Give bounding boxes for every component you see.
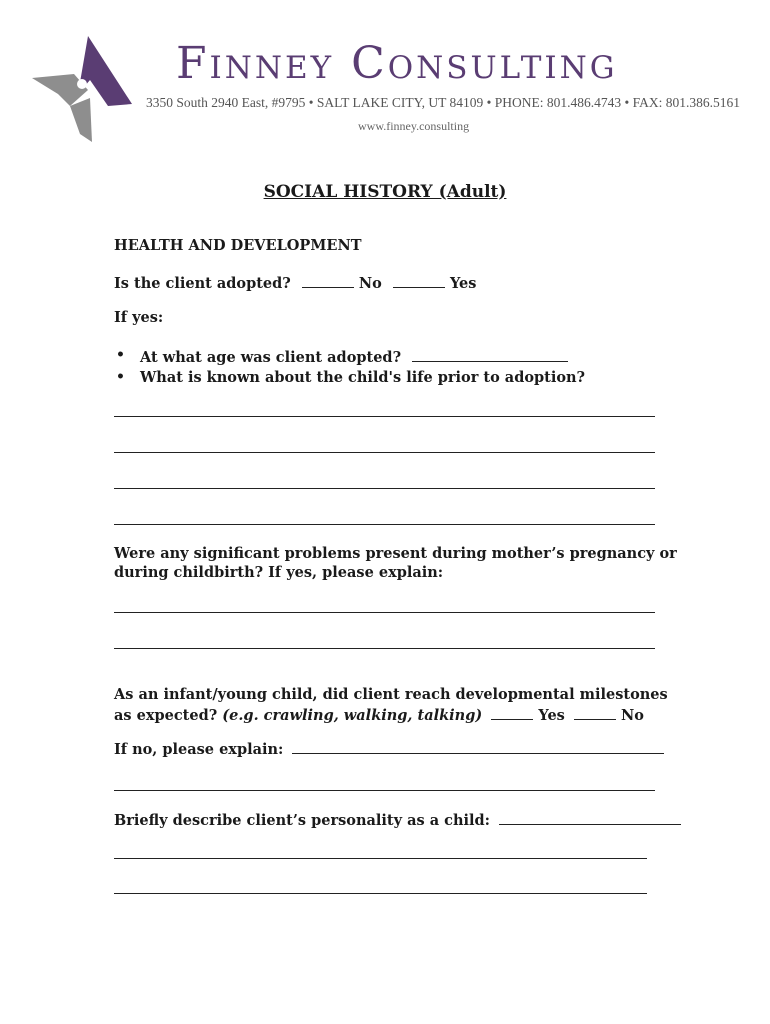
adoption-age-blank[interactable]: [412, 347, 568, 362]
finney-logo-icon: [30, 34, 134, 144]
pregnancy-question-line2: during childbirth? If yes, please explain:: [114, 564, 444, 581]
milestones-no-blank[interactable]: [574, 705, 616, 720]
personality-answer-line[interactable]: [114, 893, 647, 894]
form-title: SOCIAL HISTORY (Adult): [263, 182, 507, 202]
adopted-no-blank[interactable]: [302, 273, 354, 288]
personality-question: [114, 810, 681, 830]
prior-life-question: What is known about the child's life prior to adoption?: [140, 369, 586, 386]
milestones-yes-label: Yes: [538, 707, 565, 724]
prior-life-answer-line[interactable]: [114, 452, 655, 453]
pregnancy-answer-line[interactable]: [114, 648, 655, 649]
if-no-label: If no, please explain:: [114, 741, 284, 758]
company-name: Finney Consulting: [176, 38, 618, 89]
section-heading: HEALTH AND DEVELOPMENT: [114, 237, 362, 254]
if-yes-label: If yes:: [114, 309, 164, 326]
personality-answer-line[interactable]: [114, 858, 647, 859]
prior-life-answer-line[interactable]: [114, 524, 655, 525]
milestones-prefix: as expected?: [114, 707, 218, 724]
milestones-yes-blank[interactable]: [491, 705, 533, 720]
milestones-question-line1: As an infant/young child, did client reach developmental milestones: [114, 686, 668, 703]
adoption-age-label: At what age was client adopted?: [140, 349, 402, 366]
pregnancy-answer-line[interactable]: [114, 612, 655, 613]
adopted-question: [114, 273, 476, 293]
milestones-no-label: No: [620, 707, 644, 724]
adopted-yes-blank[interactable]: [393, 273, 445, 288]
personality-label: Briefly describe client’s personality as a child:: [114, 812, 491, 829]
adopted-no-label: No: [358, 275, 382, 292]
adoption-age-question: [140, 347, 568, 367]
milestones-examples: (e.g. crawling, walking, talking): [222, 707, 483, 724]
company-website: www.finney.consulting: [358, 119, 470, 133]
company-address: 3350 South 2940 East, #9795 • SALT LAKE CITY, UT 84109 • PHONE: 801.486.4743 • FAX: 801.386.5161: [146, 95, 740, 110]
bullet-icon: •: [116, 369, 125, 385]
milestones-question-line2: [114, 705, 644, 725]
if-no-question: [114, 739, 664, 759]
if-no-answer-line[interactable]: [114, 790, 655, 791]
pregnancy-question-line1: Were any significant problems present during mother’s pregnancy or: [114, 545, 677, 562]
adopted-question-label: Is the client adopted?: [114, 275, 291, 292]
if-no-blank[interactable]: [292, 739, 664, 754]
prior-life-answer-line[interactable]: [114, 416, 655, 417]
bullet-icon: •: [116, 347, 125, 363]
personality-blank[interactable]: [499, 810, 681, 825]
adopted-yes-label: Yes: [449, 275, 477, 292]
prior-life-answer-line[interactable]: [114, 488, 655, 489]
